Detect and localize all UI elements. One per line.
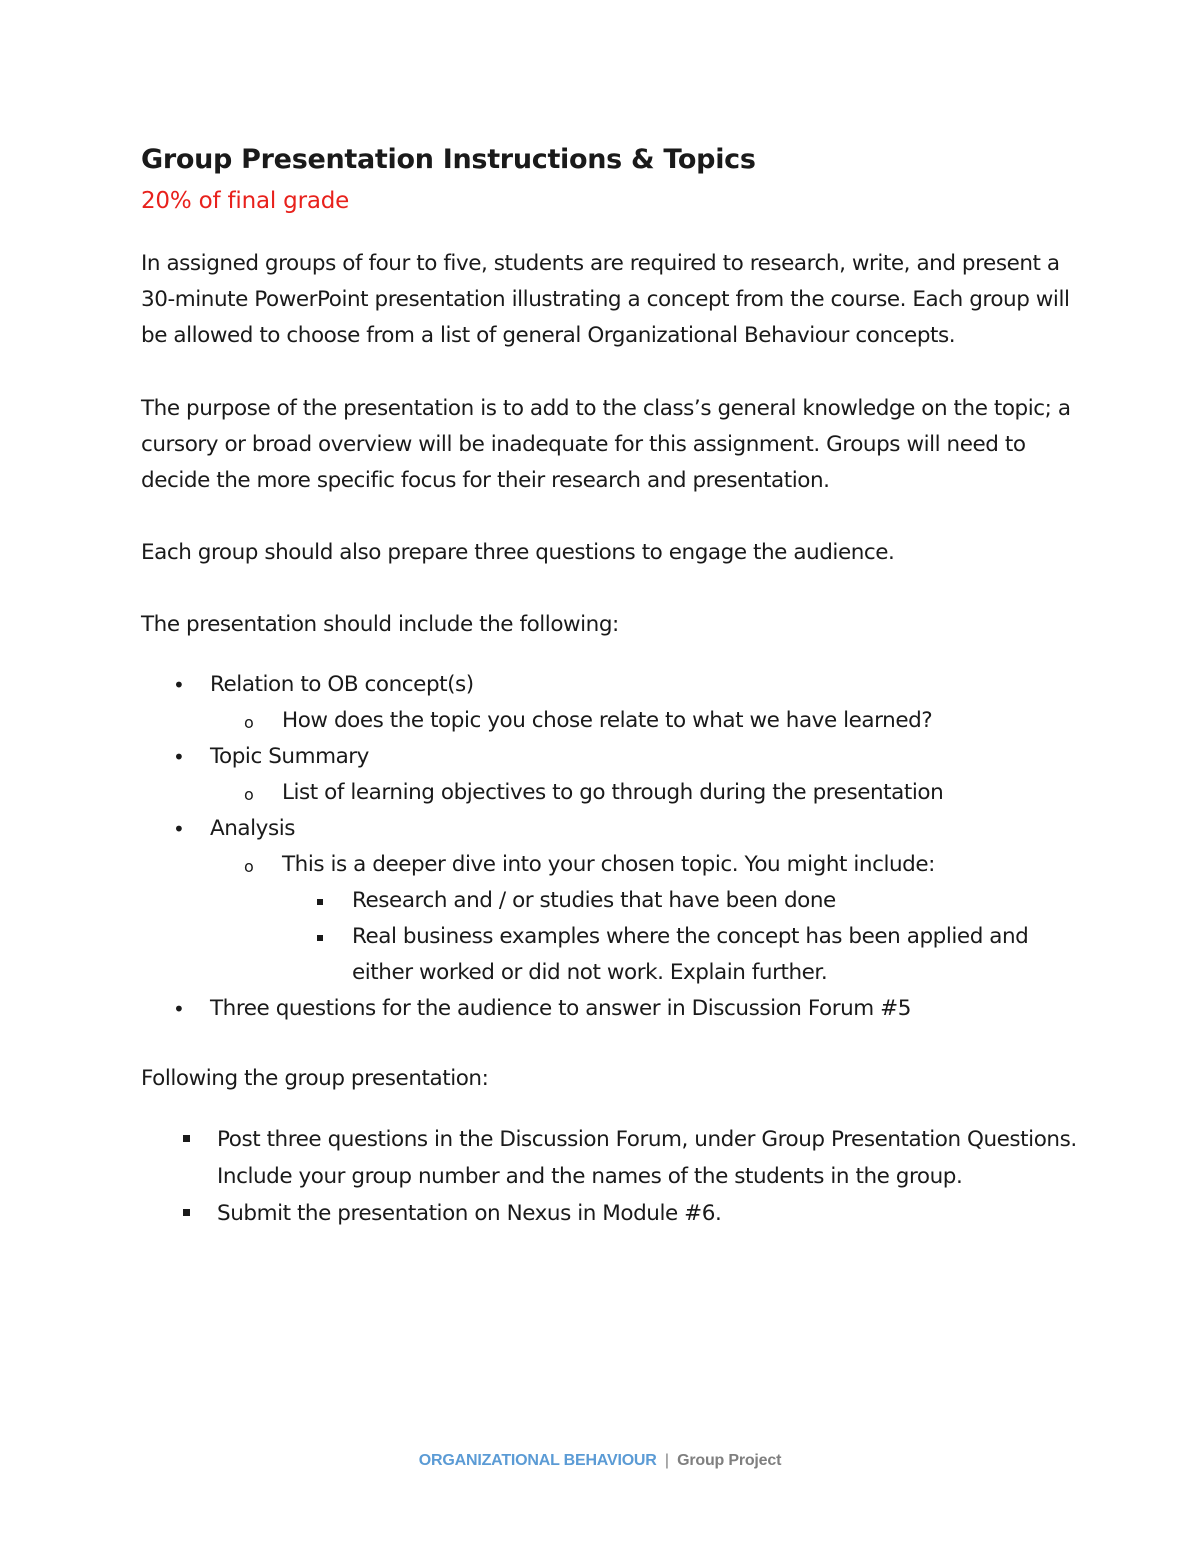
sub-sub-list-item-label: Research and / or studies that have been done <box>352 888 836 913</box>
circle-bullet-icon: o <box>244 857 254 876</box>
grade-weight: 20% of final grade <box>141 188 350 214</box>
bullet-icon: • <box>173 997 185 1021</box>
document-page <box>141 140 1081 1232</box>
sub-list <box>210 703 1081 739</box>
sub-list-item-label: List of learning objectives to go through during the presentation <box>282 780 944 805</box>
bullet-icon: • <box>173 745 185 769</box>
sub-list-item-label: This is a deeper dive into your chosen topic. You might include: <box>282 852 935 877</box>
list-item-label: Submit the presentation on Nexus in Module #6. <box>217 1201 722 1226</box>
page-title: Group Presentation Instructions & Topics <box>141 144 756 175</box>
circle-bullet-icon: o <box>244 713 254 732</box>
list-item-label: Three questions for the audience to answer in Discussion Forum #5 <box>210 996 911 1021</box>
list-item-label: Analysis <box>210 816 295 841</box>
footer-project: Group Project <box>677 1452 782 1469</box>
sub-sub-list-item-label: Real business examples where the concept has been applied and either worked or did not work. Explain further. <box>352 924 1029 985</box>
list-item <box>141 1121 1081 1195</box>
footer-course: ORGANIZATIONAL BEHAVIOUR <box>418 1452 657 1469</box>
list-item-label: Topic Summary <box>210 744 369 769</box>
sub-list-item <box>141 775 1081 811</box>
engage-paragraph: Each group should also prepare three questions to engage the audience. <box>141 540 895 565</box>
include-heading: The presentation should include the following: <box>141 612 619 637</box>
intro-paragraph: In assigned groups of four to five, students are required to research, write, and present a 30-minute PowerPoint presentation illustrating a concept from the course. Each group will be allowed to choose from a list of general Organizational Behaviour concepts. <box>141 251 1070 348</box>
following-list <box>141 1121 1081 1232</box>
sub-sub-list-item <box>141 919 1081 991</box>
square-bullet-icon <box>183 1209 190 1216</box>
list-item <box>141 667 1081 739</box>
sub-list <box>210 847 1081 991</box>
following-heading: Following the group presentation: <box>141 1066 489 1091</box>
list-item <box>141 739 1081 811</box>
purpose-paragraph: The purpose of the presentation is to add to the class’s general knowledge on the topic; a cursory or broad overview will be inadequate for this assignment. Groups will need to decide the more specific focus for their research and presentation. <box>141 396 1071 493</box>
list-item <box>141 1195 1081 1232</box>
bullet-icon: • <box>173 673 185 697</box>
footer-separator: | <box>664 1452 669 1469</box>
page-footer <box>0 1452 1200 1470</box>
sub-list-item <box>141 703 1081 739</box>
sub-sub-list <box>282 883 1081 991</box>
list-item-label: Post three questions in the Discussion Forum, under Group Presentation Questions. Include your group number and the names of the students in the group. <box>217 1127 1077 1189</box>
square-bullet-icon <box>317 935 323 941</box>
sub-list-item-label: How does the topic you chose relate to what we have learned? <box>282 708 933 733</box>
list-item <box>141 811 1081 991</box>
square-bullet-icon <box>317 899 323 905</box>
sub-list <box>210 775 1081 811</box>
include-list <box>141 667 1081 1027</box>
circle-bullet-icon: o <box>244 785 254 804</box>
list-item-label: Relation to OB concept(s) <box>210 672 474 697</box>
sub-sub-list-item <box>141 883 1081 919</box>
list-item <box>141 991 1081 1027</box>
sub-list-item <box>141 847 1081 991</box>
bullet-icon: • <box>173 817 185 841</box>
square-bullet-icon <box>183 1135 190 1142</box>
